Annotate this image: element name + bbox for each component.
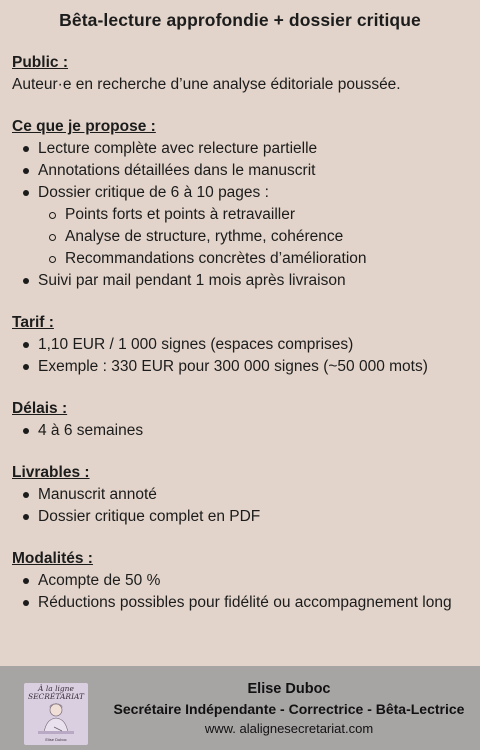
section-propose [12,116,468,292]
section-public [12,52,468,96]
list-item: Dossier critique complet en PDF [12,506,468,528]
modalites-heading: Modalités : [12,550,93,567]
propose-list [12,138,468,292]
logo-text: À la ligne SECRÉTARIAT [27,684,85,701]
sublist-item: Points forts et points à retravailler [38,204,468,226]
sublist-item: Recommandations concrètes d’amélioration [38,248,468,270]
footer [0,666,480,750]
delais-list [12,420,468,442]
section-modalites [12,548,468,614]
footer-name: Elise Duboc [247,681,331,697]
livrables-list [12,484,468,528]
list-item: 1,10 EUR / 1 000 signes (espaces comprises) [12,334,468,356]
modalites-list [12,570,468,614]
footer-text [104,679,474,738]
propose-heading: Ce que je propose : [12,118,156,135]
public-text: Auteur·e en recherche d’une analyse éditoriale poussée. [12,76,401,93]
tarif-heading: Tarif : [12,314,54,331]
page-title: Bêta-lecture approfondie + dossier critique [59,10,421,30]
logo [24,683,88,745]
writer-illustration-icon [24,683,88,745]
list-item: Manuscrit annoté [12,484,468,506]
list-item-label: Dossier critique de 6 à 10 pages : [38,184,269,201]
list-item-dossier [12,182,468,270]
list-item: 4 à 6 semaines [12,420,468,442]
footer-website[interactable]: www. alalignesecretariat.com [204,721,374,736]
section-tarif [12,312,468,378]
logo-sub: Elise Duboc [45,737,67,742]
section-delais [12,398,468,442]
delais-heading: Délais : [12,400,68,417]
list-item: Annotations détaillées dans le manuscrit [12,160,468,182]
list-item: Exemple : 330 EUR pour 300 000 signes (~50 000 mots) [12,356,468,378]
footer-role: Secrétaire Indépendante - Correctrice - Bêta-Lectrice [113,701,465,717]
dossier-sublist [38,204,468,270]
public-heading: Public : [12,54,68,71]
tarif-list [12,334,468,378]
section-livrables [12,462,468,528]
list-item: Réductions possibles pour fidélité ou accompagnement long [12,592,468,614]
list-item: Suivi par mail pendant 1 mois après livraison [12,270,468,292]
sublist-item: Analyse de structure, rythme, cohérence [38,226,468,248]
livrables-heading: Livrables : [12,464,90,481]
list-item: Lecture complète avec relecture partielle [12,138,468,160]
list-item: Acompte de 50 % [12,570,468,592]
